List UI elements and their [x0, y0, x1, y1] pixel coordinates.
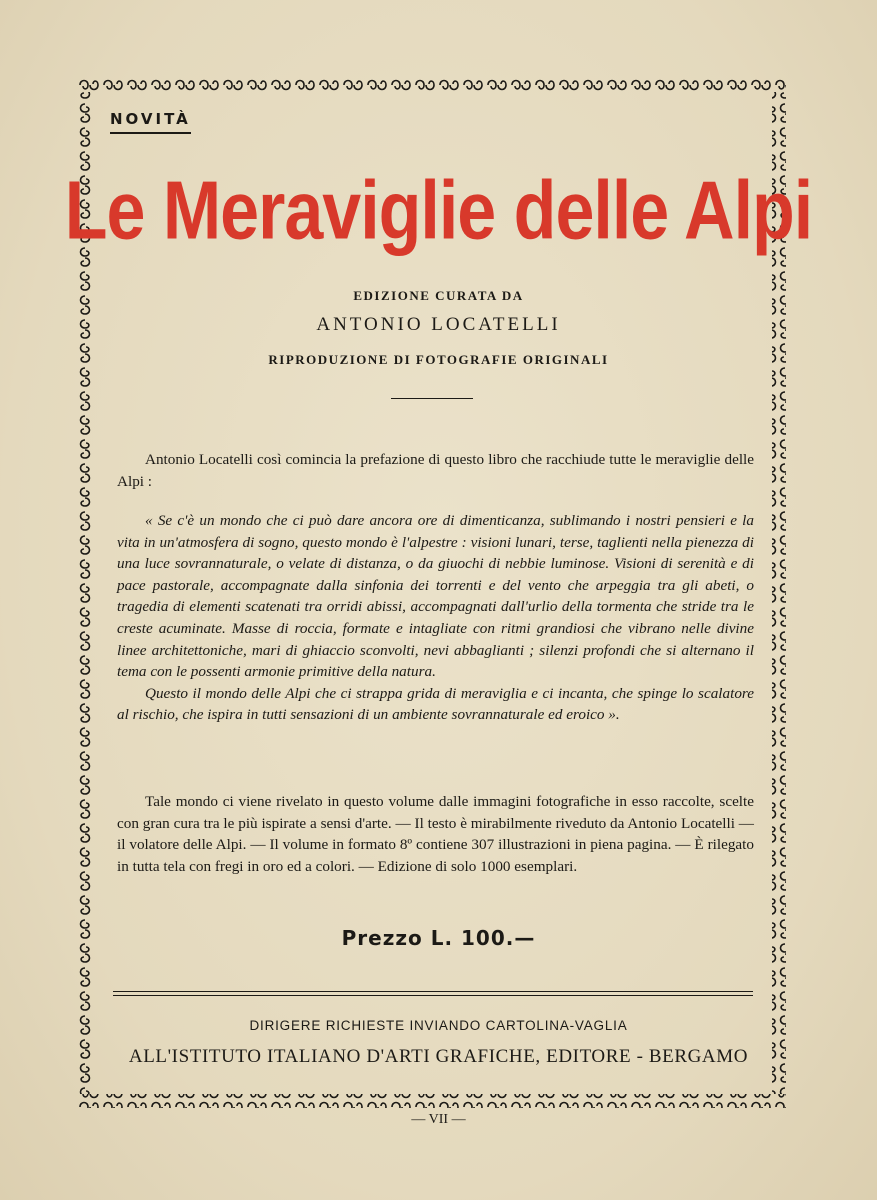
reproduction-label: RIPRODUZIONE DI FOTOGRAFIE ORIGINALI	[268, 352, 609, 367]
order-instruction: DIRIGERE RICHIESTE INVIANDO CARTOLINA-VAGLIA	[249, 1018, 628, 1033]
edition-label: EDIZIONE CURATA DA	[353, 288, 524, 303]
quote-paragraph-1: « Se c'è un mondo che ci può dare ancora ore di dimenticanza, sublimando i nostri pensieri e la vita in un'atmosfera di sogno, questo mondo è l'alpestre : visioni lunari, terse, taglienti nella pienezza di una luce sovrannaturale, o velate di distanza, o da giuochi di nebbie luminose. Visioni di serenità e di pace pastorale, accompagnate dalla sinfonia dei torrenti e del vento che arpeggia tra gli abeti, o tragedia di elementi scatenati tra orridi abissi, accompagnati dall'urlio della tormenta che stride tra le creste acuminate. Masse di roccia, formate e intagliate con ritmi grandiosi che vibrano nelle divine linee architettoniche, mari di ghiaccio sconvolti, nevi abbaglianti ; silenzi profondi che si alternano il tema con le possenti armonie primitive della natura.	[117, 512, 754, 681]
book-title: Le Meraviglie delle Alpi	[64, 163, 813, 257]
publisher-address: ALL'ISTITUTO ITALIANO D'ARTI GRAFICHE, EDITORE - BERGAMO	[128, 1046, 749, 1067]
page-number: — VII —	[411, 1112, 466, 1127]
editor-name: ANTONIO LOCATELLI	[316, 314, 561, 335]
intro-paragraph: Antonio Locatelli così comincia la prefazione di questo libro che racchiude tutte le meraviglie delle Alpi :	[117, 451, 754, 490]
novita-badge: NOVITÀ	[110, 110, 191, 134]
price-label: Prezzo L. 100.—	[341, 926, 536, 950]
preface-quote	[117, 510, 754, 726]
quote-paragraph-2: Questo il mondo delle Alpi che ci strappa grida di meraviglia e ci incanta, che spinge lo scalatore al rischio, che ispira in tutti sensazioni di un ambiente sovrannaturale ed eroico ».	[117, 684, 754, 724]
divider	[391, 398, 473, 399]
double-divider	[113, 991, 753, 996]
description-paragraph: Tale mondo ci viene rivelato in questo volume dalle immagini fotografiche in esso raccolte, scelte con gran cura tra le più ispirate a sensi d'arte. — Il testo è mirabilmente riveduto da Antonio Locatelli — il volatore delle Alpi. — Il volume in formato 8º contiene 307 illustrazioni in piena pagina. — È rilegato in tutta tela con fregi in oro ed a colori. — Edizione di solo 1000 esemplari.	[117, 793, 754, 875]
